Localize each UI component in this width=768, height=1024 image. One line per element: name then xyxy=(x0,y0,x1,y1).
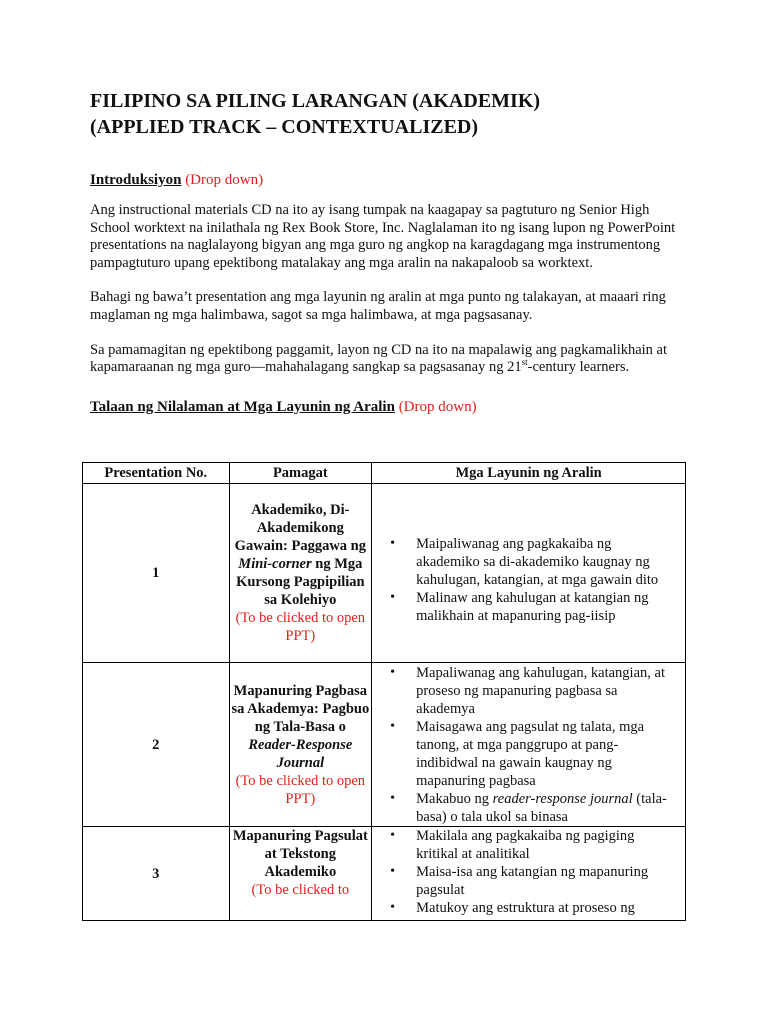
header-pamagat: Pamagat xyxy=(229,463,372,484)
intro-paragraph-2: Bahagi ng bawa’t presentation ang mga layunin ng aralin at mga punto ng talakayan, at maaari ring maglaman ng mga halimbawa, sagot sa mga halimbawa, at mga pagsasanay. xyxy=(90,289,666,323)
intro-paragraph-3-text: Sa pamamagitan ng epektibong paggamit, layon ng CD na ito na mapalawig ang pagkamalikhain at kapamaraanan ng mga guro—mahahalagang sangkap sa pagsasanay ng 21 xyxy=(90,341,668,376)
page-title xyxy=(90,88,690,140)
document-body xyxy=(90,88,690,417)
intro-paragraph-3 xyxy=(90,342,690,377)
lessons-table xyxy=(82,462,686,921)
open-ppt-link[interactable]: (To be clicked to open PPT) xyxy=(235,772,366,807)
presentation-title: Mapanuring Pagsulat at Tekstong Akademiko xyxy=(232,828,368,880)
presentation-title-cell xyxy=(229,663,372,827)
goal-item: • Maisa-isa ang katangian ng mapanuring pagsulat xyxy=(372,863,685,899)
goal-item: • Makilala ang pagkakaiba ng pagiging kritikal at analitikal xyxy=(372,827,685,863)
lesson-goals-cell xyxy=(372,663,686,827)
header-layunin: Mga Layunin ng Aralin xyxy=(372,463,686,484)
goal-item: • Matukoy ang estruktura at proseso ng xyxy=(372,899,685,917)
intro-paragraph-1: Ang instructional materials CD na ito ay isang tumpak na kaagapay sa pagtuturo ng Senior High School worktext na inilathala ng Rex Book Store, Inc. Naglalaman ito ng isang lupon ng PowerPoint presentations na naglalayong bigyan ang mga guro ng angkop na karagdagang mga instrumentong pampagtuturo upang epektibong matalakay ang mga aralin na nakapaloob sa worktext. xyxy=(90,202,676,271)
table-row xyxy=(83,663,686,827)
lesson-goals-cell xyxy=(372,827,686,921)
intro-heading[interactable] xyxy=(90,170,690,190)
presentation-title-cell xyxy=(229,827,372,921)
presentation-number: 2 xyxy=(83,663,230,827)
open-ppt-link[interactable]: (To be clicked to open PPT) xyxy=(235,610,366,644)
toc-dropdown-note[interactable]: (Drop down) xyxy=(398,398,477,415)
goal-item: • Maisagawa ang pagsulat ng talata, mga tanong, at mga panggrupo at pang-indibidwal na gawain kaugnay ng mapanuring pagbasa xyxy=(372,718,685,790)
goal-item: • Malinaw ang kahulugan at katangian ng malikhain at mapanuring pag-iisip xyxy=(372,589,685,625)
table-header-row xyxy=(83,463,686,484)
table-row xyxy=(83,484,686,663)
presentation-number: 3 xyxy=(83,827,230,921)
table-row xyxy=(83,827,686,921)
intro-dropdown-note[interactable]: (Drop down) xyxy=(185,172,264,188)
intro-paragraph-3-end: -century learners. xyxy=(527,359,630,376)
presentation-number: 1 xyxy=(83,484,230,663)
open-ppt-link[interactable]: (To be clicked to xyxy=(251,882,350,898)
title-line-1: FILIPINO SA PILING LARANGAN (AKADEMIK) xyxy=(90,90,541,112)
toc-heading-label[interactable]: Talaan ng Nilalaman at Mga Layunin ng Aralin xyxy=(90,398,395,415)
goals-list xyxy=(372,535,685,625)
presentation-title: Akademiko, Di-Akademikong Gawain: Paggawa ng Mini-corner ng Mga Kursong Pagpipilian sa Kolehiyo xyxy=(234,502,366,608)
presentation-title-cell xyxy=(229,484,372,663)
goals-list xyxy=(372,827,685,917)
title-line-2: (APPLIED TRACK – CONTEXTUALIZED) xyxy=(90,116,479,138)
lesson-goals-cell xyxy=(372,484,686,663)
goal-item: • Maipaliwanag ang pagkakaiba ng akademiko sa di-akademiko kaugnay ng kahulugan, katangian, at mga gawain dito xyxy=(372,535,685,589)
goals-list xyxy=(372,664,685,826)
header-presentation-no: Presentation No. xyxy=(83,463,230,484)
intro-heading-label[interactable]: Introduksiyon xyxy=(90,172,182,188)
toc-heading[interactable] xyxy=(90,397,690,417)
goal-item: • Mapaliwanag ang kahulugan, katangian, at proseso ng mapanuring pagbasa sa akademya xyxy=(372,664,685,718)
superscript-st: st xyxy=(521,357,528,368)
goal-item: • Makabuo ng reader-response journal (tala-basa) o tala ukol sa binasa xyxy=(372,790,685,826)
presentation-title: Mapanuring Pagbasa sa Akademya: Pagbuo ng Tala-Basa o Reader-Response Journal xyxy=(231,682,370,771)
